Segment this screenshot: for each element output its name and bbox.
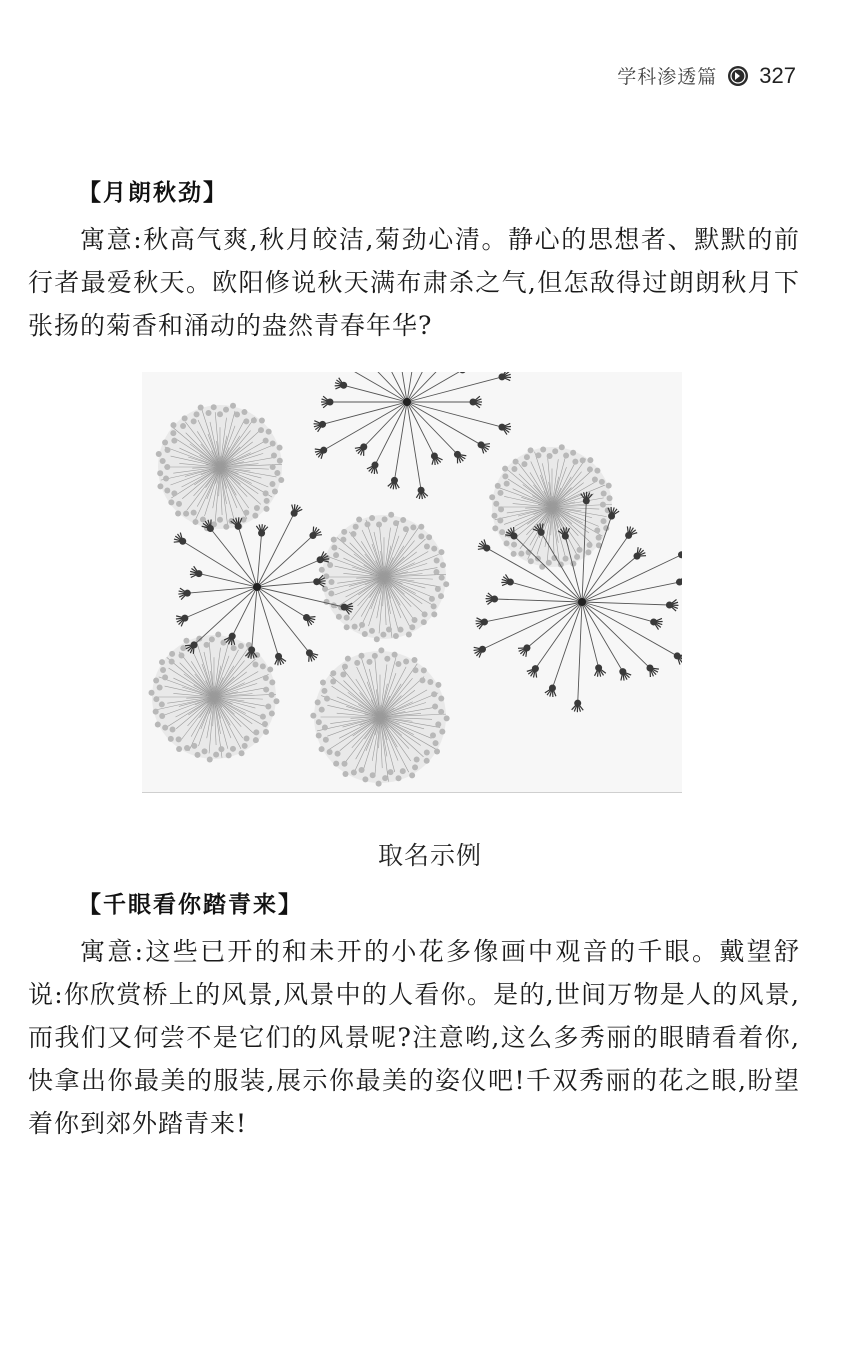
section-body-yuelang: 寓意:秋高气爽,秋月皎洁,菊劲心清。静心的思想者、默默的前行者最爱秋天。欧阳修说秋天满布肃杀之气,但怎敌得过朗朗秋月下张扬的菊香和涌动的盎然青春年华? bbox=[28, 225, 800, 340]
arrow-circle-icon bbox=[727, 65, 749, 87]
section-title-qianyan: 【千眼看你踏青来】 bbox=[78, 892, 303, 918]
page-header bbox=[617, 62, 796, 89]
header-section-title: 学科渗透篇 bbox=[617, 66, 718, 88]
figure-caption: 取名示例 bbox=[377, 841, 482, 870]
section-body-qianyan: 寓意:这些已开的和未开的小花多像画中观音的千眼。戴望舒说:你欣赏桥上的风景,风景中的人看你。是的,世间万物是人的风景,而我们又何尝不是它们的风景呢?注意哟,这么多秀丽的眼睛看着你,快拿出你最美的服装,展示你最美的姿仪吧!千双秀丽的花之眼,盼望着你到郊外踏青来! bbox=[28, 937, 800, 1138]
flower-illustration bbox=[142, 372, 682, 793]
page-number: 327 bbox=[759, 62, 796, 88]
section-title-yuelang: 【月朗秋劲】 bbox=[78, 180, 228, 206]
